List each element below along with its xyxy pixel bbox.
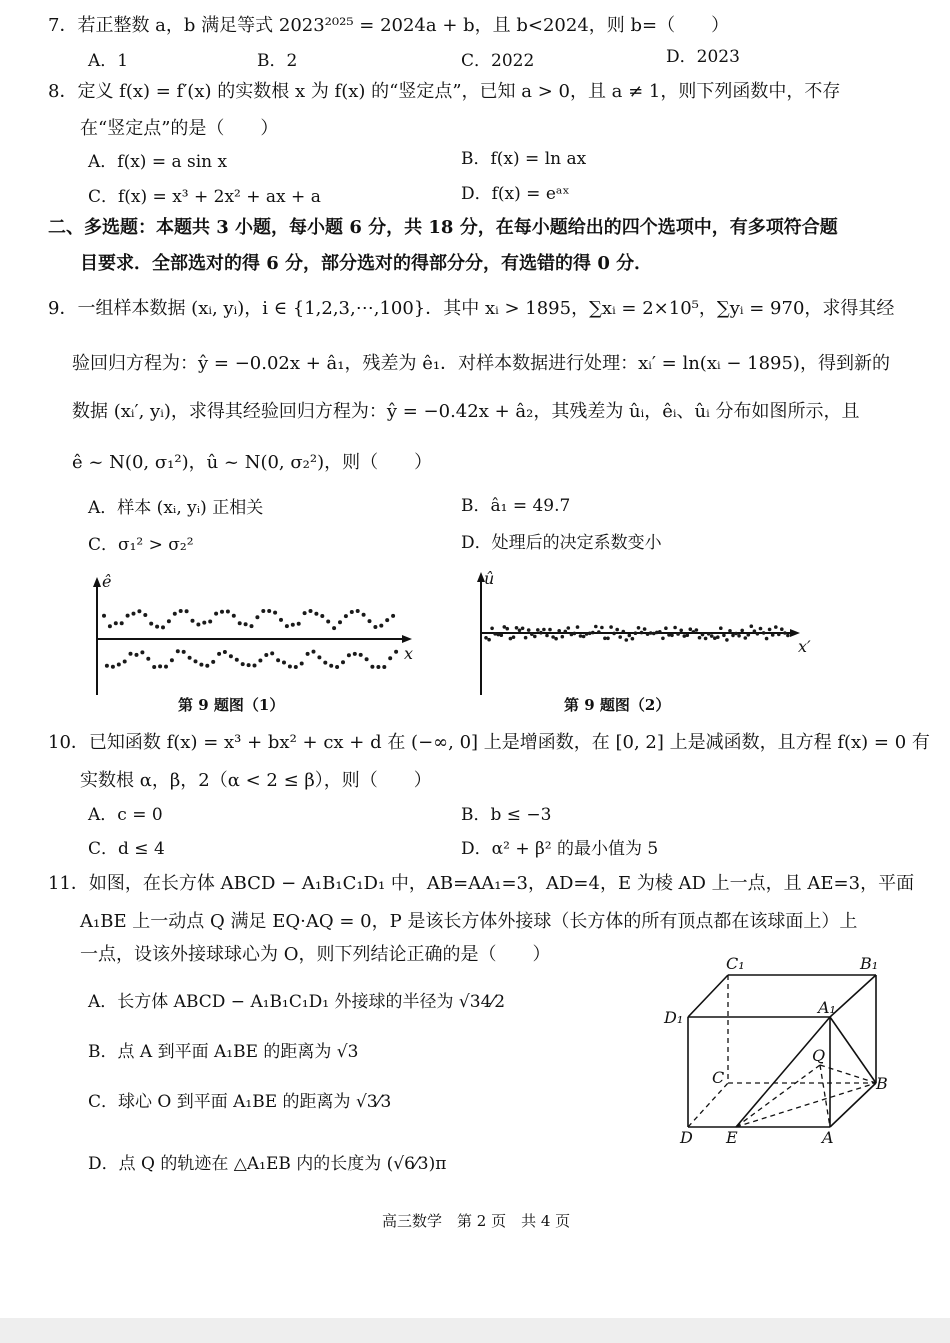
residual-point [170, 658, 174, 662]
residual-point [309, 609, 313, 613]
residual-point [220, 610, 224, 614]
residual-point [622, 630, 626, 634]
q8-stem-line-2: 在“竖定点”的是（ ） [80, 118, 279, 139]
residual-point [276, 658, 280, 662]
q11-box-figure [660, 955, 900, 1155]
residual-point [487, 638, 491, 642]
q11-option-d: D．点 Q 的轨迹在 △A₁EB 内的长度为 (√6⁄3)π [88, 1154, 447, 1174]
residual-point [774, 625, 778, 629]
residual-point [208, 620, 212, 624]
q9-figure-1-caption: 第 9 题图（1） [178, 696, 285, 714]
residual-point [771, 633, 775, 637]
residual-point [649, 631, 653, 635]
q11-label-d1: D₁ [664, 1008, 684, 1027]
residual-point [484, 636, 488, 640]
residual-point [167, 619, 171, 623]
residual-point [573, 632, 577, 636]
residual-point [350, 610, 354, 614]
residual-point [542, 628, 546, 632]
q11-option-c: C．球心 O 到平面 A₁BE 的距离为 √3⁄3 [88, 1092, 392, 1112]
residual-point [643, 627, 647, 631]
residual-point [314, 612, 318, 616]
residual-point [753, 629, 757, 633]
q8-option-d: D．f(x) = eᵃˣ [461, 184, 570, 204]
residual-point [258, 659, 262, 663]
residual-point [628, 634, 632, 638]
q9-figure-2-y-label: û [484, 569, 495, 588]
residual-point [661, 637, 665, 641]
residual-point [379, 624, 383, 628]
residual-point [288, 665, 292, 669]
residual-point [759, 627, 763, 631]
residual-point [786, 634, 790, 638]
q11-label-q: Q [812, 1046, 826, 1065]
residual-point [548, 628, 552, 632]
residual-point [199, 663, 203, 667]
residual-point [229, 654, 233, 658]
q8-option-c: C．f(x) = x³ + 2x² + ax + a [88, 187, 321, 207]
residual-point [332, 626, 336, 630]
residual-point [740, 629, 744, 633]
residual-point [515, 626, 519, 630]
residual-point [297, 622, 301, 626]
residual-point [493, 632, 497, 636]
residual-point [241, 662, 245, 666]
q11-label-c1: C₁ [726, 954, 745, 973]
residual-point [120, 621, 124, 625]
residual-point [282, 661, 286, 665]
residual-point [123, 660, 127, 664]
residual-point [600, 626, 604, 630]
residual-point [385, 618, 389, 622]
residual-point [533, 635, 537, 639]
residual-point [155, 625, 159, 629]
residual-point [686, 633, 690, 637]
q9-figure-1-residual-plot [88, 572, 418, 695]
residual-point [783, 631, 787, 635]
section-2-heading-line-2: 目要求．全部选对的得 6 分，部分选对的得部分分，有选错的得 0 分． [80, 253, 653, 274]
residual-point [137, 609, 141, 613]
residual-point [317, 655, 321, 659]
q9-stem-line-2: 验回归方程为：ŷ = −0.02x + â₁，残差为 ê₁．对样本数据进行处理：xᵢ′ = ln(xᵢ − 1895)，得到新的 [72, 353, 890, 374]
residual-point [734, 632, 738, 636]
residual-point [129, 652, 133, 656]
residual-point [554, 637, 558, 641]
residual-point [695, 628, 699, 632]
residual-point [728, 629, 732, 633]
residual-point [722, 634, 726, 638]
residual-point [394, 650, 398, 654]
residual-point [731, 634, 735, 638]
residual-point [146, 657, 150, 661]
residual-point [341, 660, 345, 664]
residual-point [609, 625, 613, 629]
q11-option-b: B．点 A 到平面 A₁BE 的距离为 √3 [88, 1042, 359, 1062]
residual-point [335, 665, 339, 669]
residual-point [114, 621, 118, 625]
residual-point [176, 649, 180, 653]
residual-point [353, 652, 357, 656]
residual-point [244, 622, 248, 626]
residual-point [370, 665, 374, 669]
residual-point [744, 636, 748, 640]
residual-point [524, 636, 528, 640]
q10-option-d: D．α² + β² 的最小值为 5 [461, 839, 659, 859]
residual-point [253, 664, 257, 668]
residual-point [164, 665, 168, 669]
residual-point [356, 609, 360, 613]
residual-point [597, 630, 601, 634]
residual-point [704, 637, 708, 641]
q8-stem-line-1: 8．定义 f(x) = f′(x) 的实数根 x 为 f(x) 的“竖定点”，已知 a > 0，且 a ≠ 1，则下列函数中，不存 [48, 81, 841, 102]
residual-point [108, 624, 112, 628]
q8-option-b: B．f(x) = ln ax [461, 149, 587, 169]
residual-point [585, 632, 589, 636]
residual-point [306, 652, 310, 656]
q10-stem-line-1: 10．已知函数 f(x) = x³ + bx² + cx + d 在 (−∞, 0] 上是增函数，在 [0, 2] 上是减函数，且方程 f(x) = 0 有 [48, 732, 930, 753]
residual-point [637, 626, 641, 630]
residual-point [615, 628, 619, 632]
residual-point [285, 624, 289, 628]
q9-option-d: D．处理后的决定系数变小 [461, 533, 662, 553]
residual-point [561, 635, 565, 639]
q7-option-a: A．1 [88, 51, 129, 71]
residual-point [634, 631, 638, 635]
residual-point [536, 628, 540, 632]
residual-point [255, 615, 259, 619]
residual-point [362, 613, 366, 617]
residual-point [388, 656, 392, 660]
residual-point [747, 633, 751, 637]
residual-point [273, 611, 277, 615]
residual-point [173, 612, 177, 616]
residual-point [603, 637, 607, 641]
residual-point [152, 665, 156, 669]
residual-point [679, 629, 683, 633]
residual-point [344, 614, 348, 618]
residual-point [567, 626, 571, 630]
residual-point [509, 637, 513, 641]
residual-point [303, 611, 307, 615]
residual-point [179, 609, 183, 613]
residual-point [689, 627, 693, 631]
q9-figure-1-y-label: ê [102, 572, 112, 591]
q11-stem-line-1: 11．如图，在长方体 ABCD − A₁B₁C₁D₁ 中，AB=AA₁=3，AD=4，E 为棱 AD 上一点，且 AE=3，平面 [48, 873, 915, 894]
q11-option-a: A．长方体 ABCD − A₁B₁C₁D₁ 外接球的半径为 √34⁄2 [88, 992, 506, 1012]
residual-point [710, 634, 714, 638]
residual-point [582, 635, 586, 639]
residual-point [291, 623, 295, 627]
residual-point [673, 626, 677, 630]
residual-point [545, 634, 549, 638]
q9-stem-line-4: ê ~ N(0, σ₁²)，û ~ N(0, σ₂²)，则（ ） [72, 452, 433, 473]
residual-point [530, 632, 534, 636]
residual-point [217, 652, 221, 656]
residual-point [267, 609, 271, 613]
residual-point [143, 613, 147, 617]
residual-point [211, 660, 215, 664]
residual-point [365, 657, 369, 661]
residual-point [762, 631, 766, 635]
residual-point [135, 653, 139, 657]
residual-point [496, 633, 500, 637]
residual-point [588, 632, 592, 636]
residual-point [658, 630, 662, 634]
residual-point [676, 632, 680, 636]
residual-point [247, 663, 251, 667]
residual-point [612, 632, 616, 636]
q11-stem-line-3: 一点，设该外接球球心为 O，则下列结论正确的是（ ） [80, 944, 551, 965]
residual-point [102, 614, 106, 618]
q10-option-b: B．b ≤ −3 [461, 805, 552, 825]
residual-point [631, 637, 635, 641]
residual-point [161, 625, 165, 629]
residual-point [205, 664, 209, 668]
residual-point [716, 635, 720, 639]
residual-point [373, 625, 377, 629]
residual-point [618, 635, 622, 639]
q9-figure-1-x-label: x [404, 644, 414, 663]
q11-label-d: D [680, 1128, 693, 1147]
residual-point [312, 650, 316, 654]
q9-option-c: C．σ₁² > σ₂² [88, 535, 194, 555]
residual-point [105, 664, 109, 668]
page-footer: 高三数学 第 2 页 共 4 页 [382, 1212, 571, 1230]
residual-point [737, 634, 741, 638]
q11-label-b: B [876, 1074, 888, 1093]
residual-point [512, 635, 516, 639]
residual-point [226, 610, 230, 614]
q11-label-e: E [726, 1128, 738, 1147]
residual-point [594, 625, 598, 629]
q9-stem-line-1: 9．一组样本数据 (xᵢ, yᵢ)，i ∈ {1,2,3,⋯,100}．其中 xᵢ > 1895，∑xᵢ = 2×10⁵，∑yᵢ = 970，求得其经 [48, 298, 895, 319]
residual-point [640, 631, 644, 635]
residual-point [500, 633, 504, 637]
residual-point [323, 661, 327, 665]
residual-point [270, 651, 274, 655]
q11-label-a1: A₁ [818, 998, 836, 1017]
residual-point [646, 632, 650, 636]
residual-point [264, 653, 268, 657]
residual-point [564, 630, 568, 634]
residual-point [194, 659, 198, 663]
residual-point [368, 619, 372, 623]
q8-option-a: A．f(x) = a sin x [88, 152, 228, 172]
q7-stem: 7．若正整数 a，b 满足等式 2023²⁰²⁵ = 2024a + b，且 b<2024，则 b=（ ） [48, 15, 730, 36]
residual-point [250, 624, 254, 628]
residual-point [182, 650, 186, 654]
residual-point [698, 636, 702, 640]
residual-point [326, 620, 330, 624]
residual-point [111, 665, 115, 669]
q9-figure-2-residual-plot [472, 570, 832, 695]
residual-point [279, 618, 283, 622]
residual-point [261, 609, 265, 613]
residual-point [725, 638, 729, 642]
scan-bottom-edge [0, 1318, 950, 1343]
residual-point [692, 630, 696, 634]
residual-point [756, 632, 760, 636]
q11-stem-line-2: A₁BE 上一动点 Q 满足 EQ·AQ = 0，P 是该长方体外接球（长方体的所有顶点都在该球面上）上 [80, 911, 858, 932]
residual-point [191, 619, 195, 623]
residual-point [391, 614, 395, 618]
residual-point [214, 612, 218, 616]
residual-point [140, 650, 144, 654]
residual-point [149, 622, 153, 626]
residual-point [557, 629, 561, 633]
q10-option-a: A．c = 0 [88, 805, 163, 825]
residual-point [606, 637, 610, 641]
residual-point [506, 627, 510, 631]
residual-point [576, 625, 580, 629]
residual-point [238, 621, 242, 625]
residual-point [707, 632, 711, 636]
residual-point [527, 628, 531, 632]
q7-option-d: D．2023 [666, 47, 740, 67]
residual-point [670, 634, 674, 638]
residual-point [382, 665, 386, 669]
residual-point [347, 653, 351, 657]
residual-point [188, 656, 192, 660]
q11-label-b1: B₁ [860, 954, 879, 973]
residual-point [777, 633, 781, 637]
q9-stem-line-3: 数据 (xᵢ′, yᵢ)，求得其经验回归方程为：ŷ = −0.42x + â₂，其残差为 ûᵢ，êᵢ、ûᵢ 分布如图所示，且 [72, 401, 860, 422]
residual-point [202, 621, 206, 625]
residual-point [503, 625, 507, 629]
residual-point [780, 627, 784, 631]
residual-point [223, 650, 227, 654]
residual-point [765, 637, 769, 641]
residual-point [579, 634, 583, 638]
residual-point [591, 631, 595, 635]
residual-point [768, 628, 772, 632]
q11-label-c: C [712, 1068, 725, 1087]
residual-point [329, 664, 333, 668]
q10-option-c: C．d ≤ 4 [88, 839, 165, 859]
residual-point [719, 626, 723, 630]
residual-point [132, 612, 136, 616]
residual-point [126, 614, 130, 618]
q7-option-c: C．2022 [461, 51, 535, 71]
residual-point [664, 626, 668, 630]
q7-option-b: B．2 [257, 51, 298, 71]
residual-point [376, 665, 380, 669]
residual-point [490, 627, 494, 631]
residual-point [625, 638, 629, 642]
q11-label-a: A [822, 1128, 834, 1147]
residual-point [294, 665, 298, 669]
q9-option-b: B．â₁ = 49.7 [461, 496, 571, 516]
residual-point [359, 653, 363, 657]
residual-point [338, 620, 342, 624]
residual-point [539, 631, 543, 635]
section-2-heading-line-1: 二、多选题：本题共 3 小题，每小题 6 分，共 18 分，在每小题给出的四个选项中，有多项符合题 [48, 217, 838, 238]
residual-point [235, 658, 239, 662]
residual-point [196, 623, 200, 627]
q10-stem-line-2: 实数根 α，β，2（α < 2 ≤ β），则（ ） [80, 770, 432, 791]
residual-point [320, 614, 324, 618]
residual-point [158, 664, 162, 668]
residual-point [300, 662, 304, 666]
residual-point [521, 627, 525, 631]
residual-point [117, 663, 121, 667]
residual-point [518, 629, 522, 633]
residual-point [750, 624, 754, 628]
q9-option-a: A．样本 (xᵢ, yᵢ) 正相关 [88, 498, 264, 518]
residual-point [232, 614, 236, 618]
residual-point [655, 631, 659, 635]
residual-point [701, 633, 705, 637]
q9-figure-2-x-label: x′ [798, 637, 811, 656]
q9-figure-2-caption: 第 9 题图（2） [564, 696, 671, 714]
residual-point [185, 609, 189, 613]
